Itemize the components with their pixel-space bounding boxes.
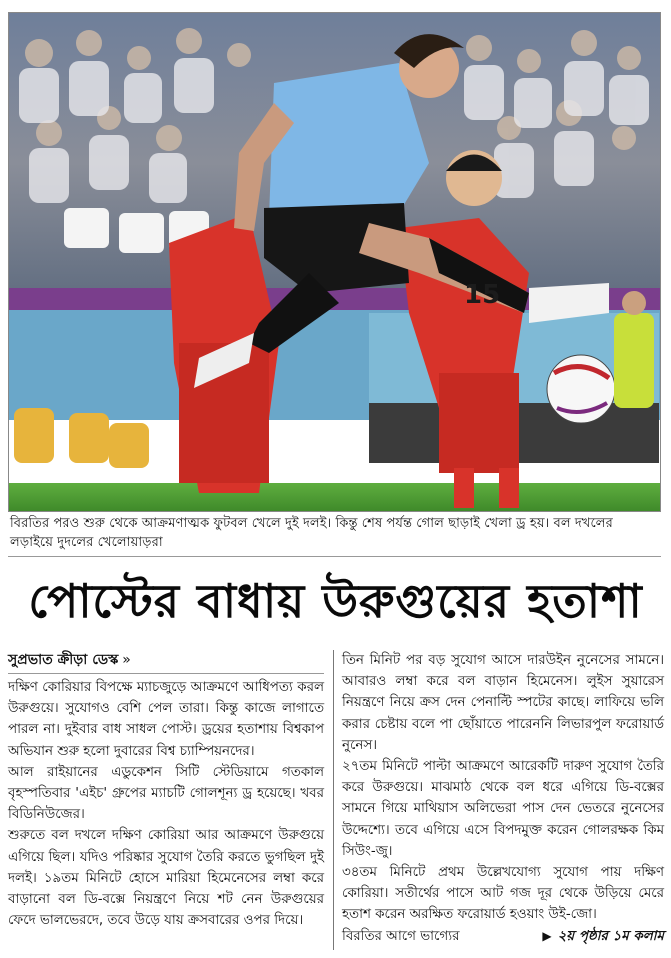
byline-arrow-icon: »	[122, 652, 131, 668]
jump-text: ২য় পৃষ্ঠার ১ম কলাম	[557, 928, 664, 944]
article-paragraph: ২৭তম মিনিটে পাল্টা আক্রমণে আরেকটি দারুণ সুযোগ তৈরি করে উরুগুয়ে। মাঝমাঠ থেকে বল ধরে এগিয়ে ডি-বক্সের সামনে গিয়ে মাথিয়াস অলিভেরা পাস দেন ভেতরে নুনেসের উদ্দেশ্যে। তবে এগিয়ে এসে বিপদমুক্ত করেন গোলরক্ষক কিম সিউং-জু।	[342, 759, 664, 859]
article-paragraph: তিন মিনিট পর বড় সুযোগ আসে দারউইন নুনেসের সামনে। আবারও লম্বা করে বল বাড়ান হিমেনেস। লুইস সুয়ারেস নিয়ন্ত্রণে নিয়ে ক্রস দেন পেনাল্টি স্পটের কাছে। লাফিয়ে ভলি করার চেষ্টায় বলে পা ছোঁয়াতে পারেননি লিভারপুল ফরোয়ার্ড নুনেস।	[342, 653, 664, 753]
jump-link[interactable]	[542, 926, 664, 947]
continued-line	[342, 926, 664, 947]
photo-caption: বিরতির পরও শুরু থেকে আক্রমণাত্মক ফুটবল খেলে দুই দলই। কিন্তু শেষ পর্যন্ত গোল ছাড়াই খেলা ড্র হয়। বল দখলের লড়াইয়ে দুদলের খেলোয়াড়রা	[10, 516, 613, 550]
article-paragraph: শুরুতে বল দখলে দক্ষিণ কোরিয়া আর আক্রমণে উরুগুয়ে এগিয়ে ছিল। যদিও পরিষ্কার সুযোগ তৈরি করতে ভুগছিল দুই দলই। ১৯তম মিনিটে হোসে মারিয়া হিমেনেসের লম্বা করে বাড়ানো বল ডি-বক্সে নিয়ন্ত্রণে নিয়ে শট নেন উরুগুয়ের ফেদে ভালভেরদে, তবে উড়ে যায় ক্রসবারের ওপর দিয়ে।	[8, 828, 324, 929]
article-paragraph: আল রাইয়ানের এডুকেশন সিটি স্টেডিয়ামে গতকাল বৃহস্পতিবার 'এইচ' গ্রুপের ম্যাচটি গোলশূন্য ড্র হয়েছে। খবর বিডিনিউজের।	[8, 764, 324, 823]
article-paragraph: দক্ষিণ কোরিয়ার বিপক্ষে ম্যাচজুড়ে আক্রমণে আধিপত্য করল উরুগুয়ে। সুযোগও বেশি পেল তারা। কিন্তু কাজে লাগাতে পারল না। দুইবার বাধ সাধল পোস্ট। ড্রয়ের হতাশায় বিশ্বকাপ অভিযান শুরু হলো দুবারের বিশ্ব চ্যাম্পিয়নদের।	[8, 680, 324, 759]
caption-divider	[8, 556, 661, 557]
article-column-right	[342, 650, 664, 950]
byline-desk: সুপ্রভাত ক্রীড়া ডেস্ক	[8, 652, 119, 668]
player-shirt-number: 15	[464, 280, 501, 310]
continued-text: বিরতির আগে ভাগ্যের	[342, 928, 460, 944]
byline-divider	[8, 673, 324, 674]
match-photo-illustration	[9, 13, 660, 511]
byline	[8, 650, 324, 670]
article-column-left	[8, 650, 324, 950]
column-divider	[333, 650, 334, 950]
play-arrow-icon: ▶	[542, 928, 552, 943]
match-photo	[8, 12, 661, 512]
article-paragraph: ৩৪তম মিনিটে প্রথম উল্লেখযোগ্য সুযোগ পায় দক্ষিণ কোরিয়া। সতীর্থের পাসে আট গজ দূর থেকে উড়িয়ে মেরে হতাশ করেন অরক্ষিত ফরোয়ার্ড হওয়াং উই-জো।	[342, 865, 664, 923]
headline: পোস্টের বাধায় উরুগুয়ের হতাশা	[28, 574, 643, 628]
